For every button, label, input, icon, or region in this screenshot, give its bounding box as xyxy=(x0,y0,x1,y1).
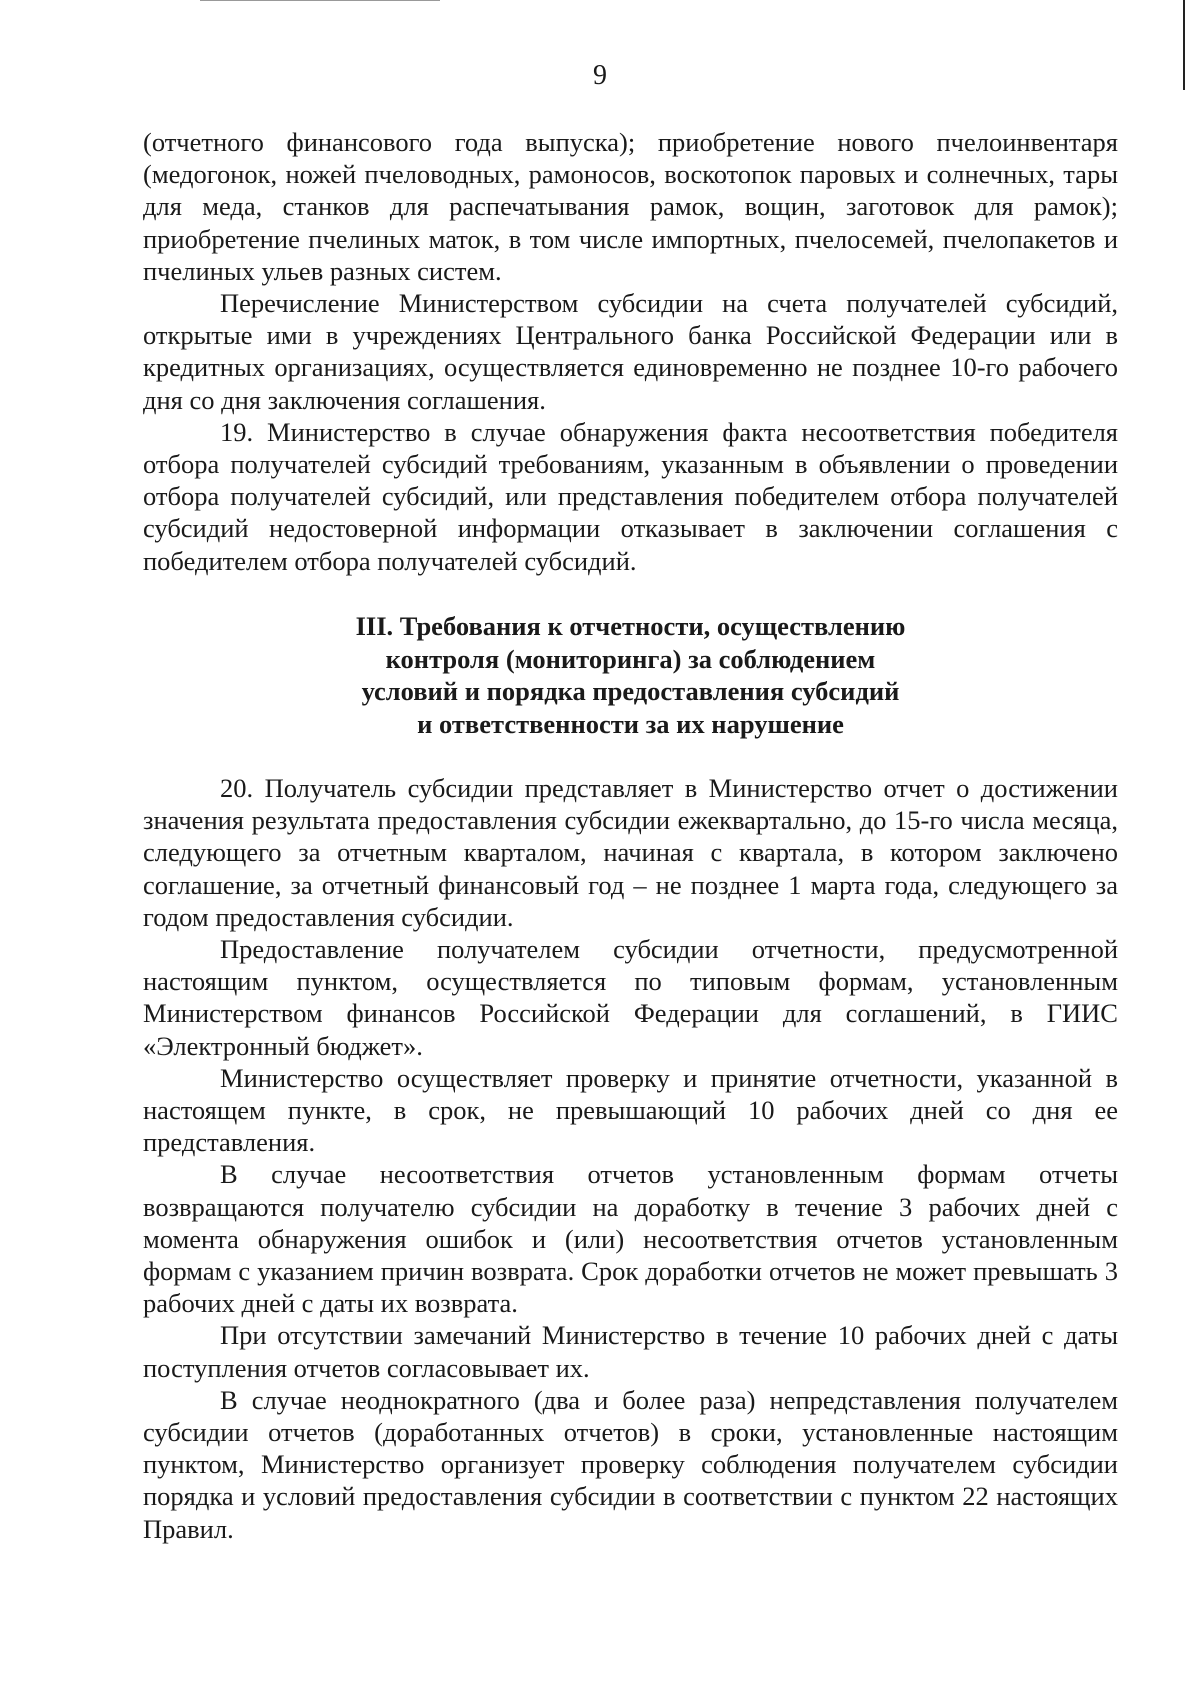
paragraph-item-20: 20. Получатель субсидии представляет в Министерство отчет о достижении значения результата предоставления субсидии ежеквартально, до 15-го числа месяца, следующего за отчетным кварталом, начиная с квартала, в котором заключено соглашение, за отчетный финансовый год – не позднее 1 марта года, следующего за годом предоставления субсидии. xyxy=(143,773,1118,932)
paragraph-item-19: 19. Министерство в случае обнаружения факта несоответствия победителя отбора получателей субсидий требованиям, указанным в объявлении о проведении отбора получателей субсидий, или представления победителем отбора получателей субсидий недостоверной информации отказывает в заключении соглашения с победителем отбора получателей субсидий. xyxy=(143,416,1118,576)
paragraph-continuation: (отчетного финансового года выпуска); приобретение нового пчелоинвентаря (медогонок, ножей пчеловодных, рамоносов, воскотопок паровых и солнечных, тары для меда, станков для распечатывания рамок, вощин, заготовок для рамок); приобретение пчелиных маток, в том числе импортных, пчелосемей, пчелопакетов и пчелиных ульев разных систем. xyxy=(143,127,1118,286)
paragraph-report-check: Министерство осуществляет проверку и принятие отчетности, указанной в настоящем пункте, в срок, не превышающий 10 рабочих дней со дня ее представления. xyxy=(143,1062,1118,1158)
bottom-text-block xyxy=(143,772,1118,1545)
paragraph-report-forms: Предоставление получателем субсидии отчетности, предусмотренной настоящим пунктом, осуществляется по типовым формам, установленным Министерством финансов Российской Федерации для соглашений, в ГИИС «Электронный бюджет». xyxy=(143,934,1118,1061)
section-heading-line: и ответственности за их нарушение xyxy=(417,708,844,739)
top-text-block xyxy=(143,126,1118,577)
scan-edge-line-left-top xyxy=(200,0,440,1)
paragraph-report-approval: При отсутствии замечаний Министерство в течение 10 рабочих дней с даты поступления отчетов согласовывает их. xyxy=(143,1320,1118,1383)
section-heading-line: контроля (мониторинга) за соблюдением xyxy=(385,643,876,674)
section-heading xyxy=(143,610,1118,740)
paragraph-report-return: В случае несоответствия отчетов установленным формам отчеты возвращаются получателю субсидии на доработку в течение 3 рабочих дней с момента обнаружения ошибок и (или) несоответствия отчетов установленным формам с указанием причин возврата. Срок доработки отчетов не может превышать 3 рабочих дней с даты их возврата. xyxy=(143,1159,1118,1319)
page-number: 9 xyxy=(593,60,607,91)
section-heading-line: III. Требования к отчетности, осуществлению xyxy=(355,611,906,641)
section-heading-line: условий и порядка предоставления субсидий xyxy=(361,676,900,706)
paragraph-transfer-subsidy: Перечисление Министерством субсидии на счета получателей субсидий, открытые ими в учреждениях Центрального банка Российской Федерации или в кредитных организациях, осуществляется единовременно не позднее 10-го рабочего дня со дня заключения соглашения. xyxy=(143,288,1118,415)
paragraph-repeated-failure: В случае неоднократного (два и более раза) непредставления получателем субсидии отчетов (доработанных отчетов) в сроки, установленные настоящим пунктом, Министерство организует проверку соблюдения получателем субсидии порядка и условий предоставления субсидии в соответствии с пунктом 22 настоящих Правил. xyxy=(143,1384,1118,1544)
